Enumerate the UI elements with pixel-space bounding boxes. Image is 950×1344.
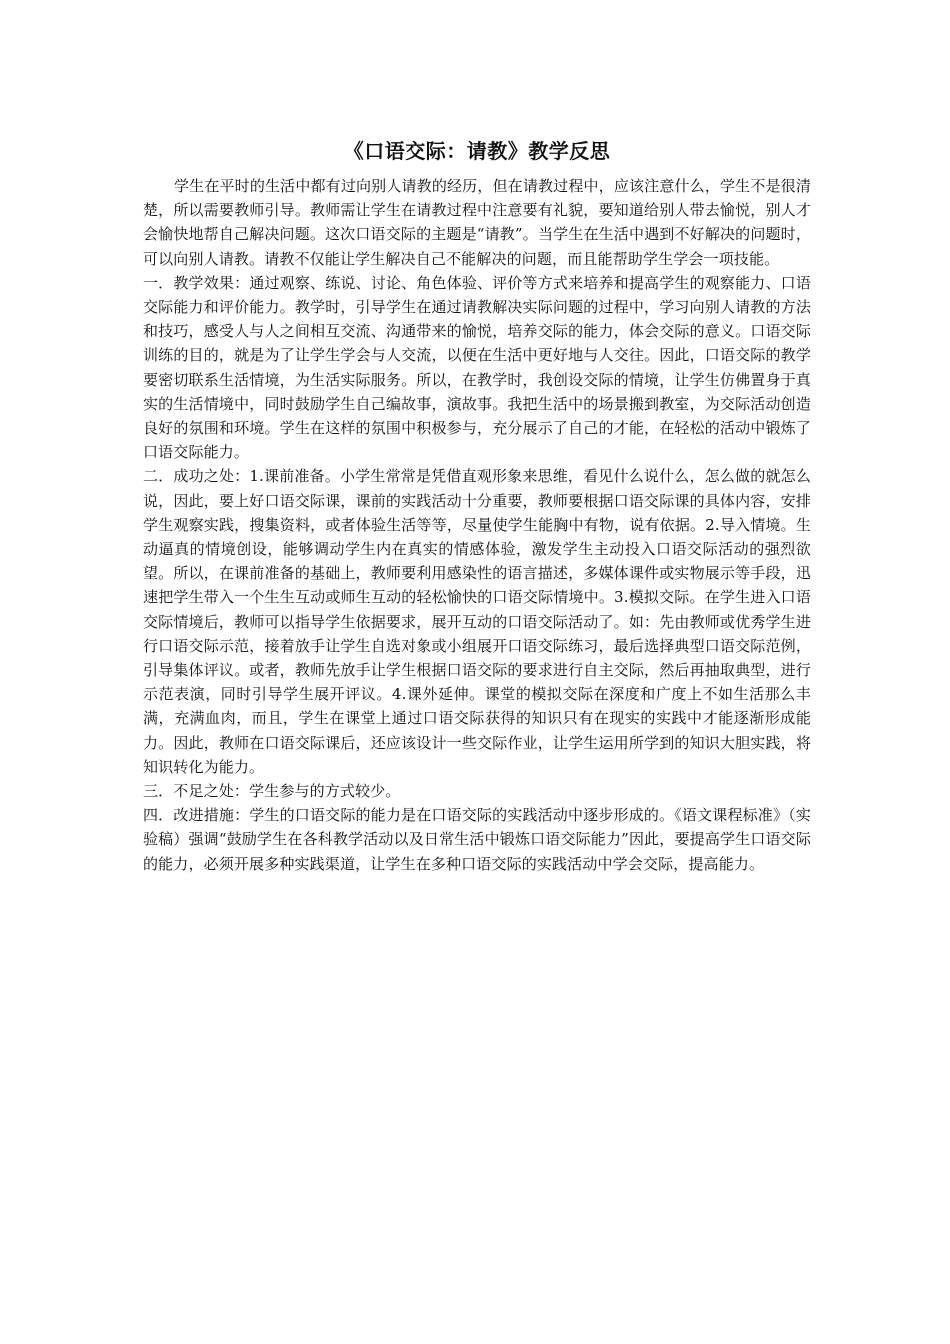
section-successes: 二．成功之处：1.课前准备。小学生常常是凭借直观形象来思维，看见什么说什么，怎么做的就怎么说，因此，要上好口语交际课，课前的实践活动十分重要，教师要根据口语交际课的具体内容，安排学生观察实践，搜集资料，或者体验生活等等，尽量使学生能胸中有物，说有依据。2.导入情境。生动逼真的情境创设，能够调动学生内在真实的情感体验，激发学生主动投入口语交际活动的强烈欲望。所以，在课前准备的基础上，教师要利用感染性的语言描述，多媒体课件或实物展示等手段，迅速把学生带入一个生生互动或师生互动的轻松愉快的口语交际情境中。3.模拟交际。在学生进入口语交际情境后，教师可以指导学生依据要求，展开互动的口语交际活动了。如：先由教师或优秀学生进行口语交际示范，接着放手让学生自选对象或小组展开口语交际练习，最后选择典型口语交际范例，引导集体评议。或者，教师先放手让学生根据口语交际的要求进行自主交际，然后再抽取典型，进行示范表演，同时引导学生展开评议。4.课外延伸。课堂的模拟交际在深度和广度上不如生活那么丰满，充满血肉，而且，学生在课堂上通过口语交际获得的知识只有在现实的实践中才能逐渐形成能力。因此，教师在口语交际课后，还应该设计一些交际作业，让学生运用所学到的知识大胆实践，将知识转化为能力。 (143, 467, 811, 776)
document-body (143, 136, 811, 876)
section-shortcomings: 三．不足之处：学生参与的方式较少。 (143, 782, 401, 801)
intro-paragraph: 学生在平时的生活中都有过向别人请教的经历，但在请教过程中，应该注意什么，学生不是很清楚，所以需要教师引导。教师需让学生在请教过程中注意要有礼貌，要知道给别人带去愉悦，别人才会愉快地帮自己解决问题。这次口语交际的主题是“请教”。当学生在生活中遇到不好解决的问题时，可以向别人请教。请教不仅能让学生解决自己不能解决的问题，而且能帮助学生学会一项技能。 (143, 177, 811, 268)
section-teaching-effect: 一．教学效果：通过观察、练说、讨论、角色体验、评价等方式来培养和提高学生的观察能力、口语交际能力和评价能力。教学时，引导学生在通过请教解决实际问题的过程中，学习向别人请教的方法和技巧，感受人与人之间相互交流、沟通带来的愉悦，培养交际的能力，体会交际的意义。口语交际训练的目的，就是为了让学生学会与人交流，以便在生活中更好地与人交往。因此，口语交际的教学要密切联系生活情境，为生活实际服务。所以，在教学时，我创设交际的情境，让学生仿佛置身于真实的生活情境中，同时鼓励学生自己编故事，演故事。我把生活中的场景搬到教室，为交际活动创造良好的氛围和环境。学生在这样的氛围中积极参与，充分展示了自己的才能，在轻松的活动中锻炼了口语交际能力。 (143, 273, 811, 462)
document-title: 《口语交际：请教》教学反思 (343, 139, 611, 163)
section-improvements: 四．改进措施：学生的口语交际的能力是在口语交际的实践活动中逐步形成的。《语文课程标准》（实验稿）强调“鼓励学生在各科教学活动以及日常生活中锻炼口语交际能力”因此，要提高学生口语交际的能力，必须开展多种实践渠道，让学生在多种口语交际的实践活动中学会交际，提高能力。 (143, 806, 811, 873)
